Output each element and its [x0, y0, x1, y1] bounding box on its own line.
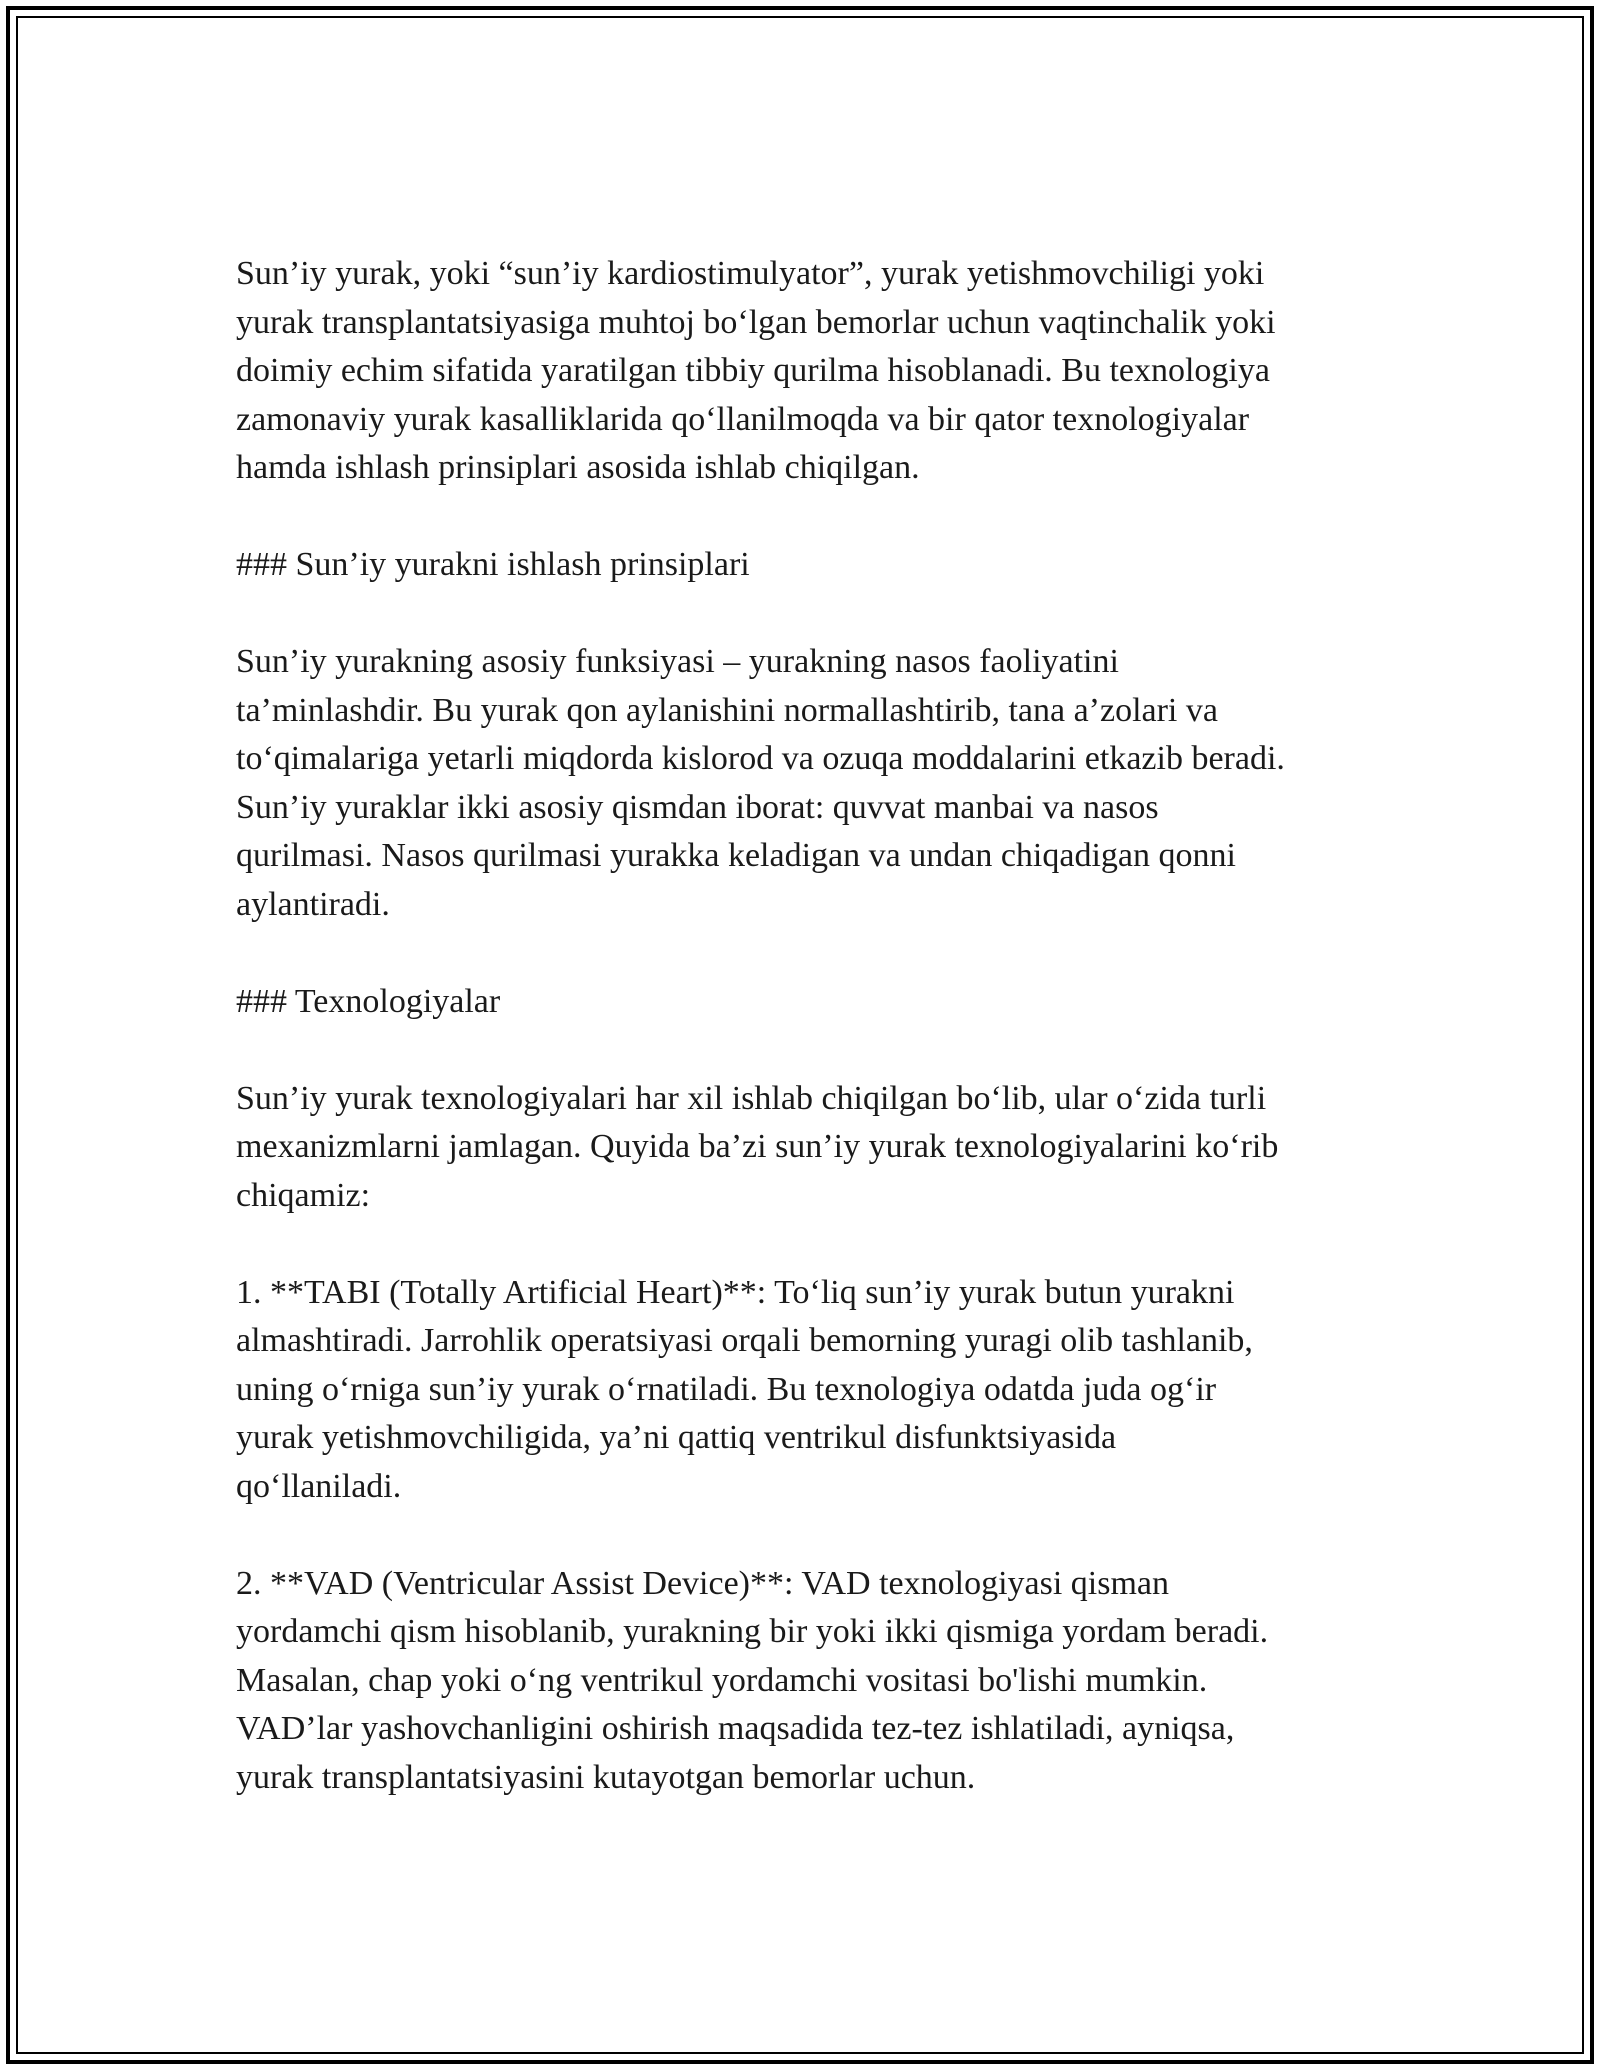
text-line: to‘qimalariga yetarli miqdorda kislorod va ozuqa moddalarini etkazib beradi.: [236, 740, 1285, 777]
intro-paragraph: [236, 250, 1386, 493]
list-item-tabi: [236, 1269, 1386, 1512]
text-line: yordamchi qism hisoblanib, yurakning bir yoki ikki qismiga yordam beradi.: [236, 1613, 1269, 1650]
text-line: Masalan, chap yoki o‘ng ventrikul yordamchi vositasi bo'lishi mumkin.: [236, 1661, 1208, 1699]
text-line: yurak transplantatsiyasini kutayotgan bemorlar uchun.: [236, 1758, 976, 1796]
text-line: ta’minlashdir. Bu yurak qon aylanishini normallashtirib, tana a’zolari va: [236, 691, 1218, 729]
heading-line: ### Sun’iy yurakni ishlash prinsiplari: [236, 546, 750, 583]
text-line: Sun’iy yurak texnologiyalari har xil ishlab chiqilgan bo‘lib, ular o‘zida turli: [236, 1079, 1267, 1117]
text-line: Sun’iy yurak, yoki “sun’iy kardiostimulyator”, yurak yetishmovchiligi yoki: [236, 255, 1265, 292]
text-line: uning o‘rniga sun’iy yurak o‘rnatiladi. Bu texnologiya odatda juda og‘ir: [236, 1370, 1217, 1408]
text-line: 1. **TABI (Totally Artificial Heart)**: To‘liq sun’iy yurak butun yurakni: [236, 1273, 1235, 1311]
text-line: mexanizmlarni jamlagan. Quyida ba’zi sun’iy yurak texnologiyalarini ko‘rib: [236, 1128, 1279, 1165]
text-line: chiqamiz:: [236, 1176, 371, 1214]
principles-paragraph: [236, 638, 1386, 929]
text-line: aylantiradi.: [236, 885, 390, 923]
text-line: zamonaviy yurak kasalliklarida qo‘llanilmoqda va bir qator texnologiyalar: [236, 400, 1250, 438]
text-line: qurilmasi. Nasos qurilmasi yurakka keladigan va undan chiqadigan qonni: [236, 837, 1236, 874]
document-body: [236, 250, 1386, 1851]
text-line: almashtiradi. Jarrohlik operatsiyasi orqali bemorning yuragi olib tashlanib,: [236, 1322, 1253, 1359]
text-line: hamda ishlash prinsiplari asosida ishlab chiqilgan.: [236, 449, 920, 486]
text-line: VAD’lar yashovchanligini oshirish maqsadida tez-tez ishlatiladi, ayniqsa,: [236, 1710, 1235, 1747]
heading-line: ### Texnologiyalar: [236, 982, 501, 1020]
section-heading-technologies: [236, 978, 1386, 1027]
text-line: yurak transplantatsiyasiga muhtoj bo‘lgan bemorlar uchun vaqtinchalik yoki: [236, 303, 1276, 341]
text-line: Sun’iy yuraklar ikki asosiy qismdan iborat: quvvat manbai va nasos: [236, 788, 1159, 826]
text-line: 2. **VAD (Ventricular Assist Device)**: VAD texnologiyasi qisman: [236, 1564, 1170, 1602]
text-line: yurak yetishmovchiligida, ya’ni qattiq ventrikul disfunktsiyasida: [236, 1419, 1117, 1456]
technologies-paragraph: [236, 1075, 1386, 1221]
text-line: Sun’iy yurakning asosiy funksiyasi – yurakning nasos faoliyatini: [236, 643, 1119, 680]
section-heading-principles: [236, 541, 1386, 590]
list-item-vad: [236, 1560, 1386, 1803]
text-line: qo‘llaniladi.: [236, 1467, 402, 1505]
text-line: doimiy echim sifatida yaratilgan tibbiy qurilma hisoblanadi. Bu texnologiya: [236, 352, 1270, 389]
